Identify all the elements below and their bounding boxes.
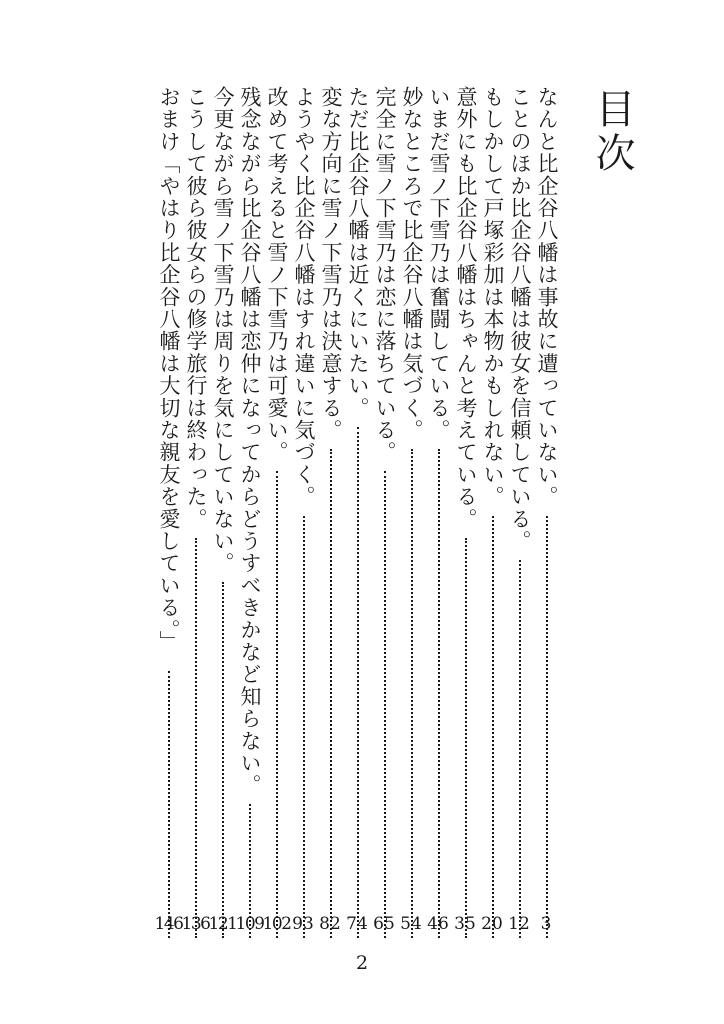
- toc-leader-dots: [384, 471, 386, 938]
- toc-entry-page: 35: [454, 914, 476, 934]
- toc-entry: [318, 86, 344, 938]
- toc-entry: [156, 86, 182, 938]
- toc-entry-page: 74: [346, 914, 368, 934]
- toc-entry: [345, 86, 371, 938]
- toc-entry: [426, 86, 452, 938]
- toc-entry-title: こうして彼ら彼女らの修学旅行は終わった。: [184, 86, 208, 530]
- toc-entry-title: もしかして戸塚彩加は本物かもしれない。: [481, 86, 505, 508]
- toc-leader-dots: [438, 449, 440, 938]
- toc-entry-page: 82: [319, 914, 341, 934]
- toc-entry: [534, 86, 560, 938]
- toc-entry: [237, 86, 263, 938]
- toc-entry-title: 今更ながら雪ノ下雪乃は周りを気にしていない。: [211, 86, 235, 575]
- toc-entry: [372, 86, 398, 938]
- toc-entry: [507, 86, 533, 938]
- toc-entry-page: 20: [481, 914, 503, 934]
- toc-entry: [210, 86, 236, 938]
- toc-entry-title: ようやく比企谷八幡はすれ違いに気づく。: [292, 86, 316, 508]
- toc-entry: [264, 86, 290, 938]
- toc-entry-page: 121: [208, 914, 237, 934]
- page-number: 2: [355, 952, 369, 974]
- toc-leader-dots: [168, 671, 170, 938]
- toc-leader-dots: [519, 560, 521, 938]
- toc-entry-page: 3: [540, 914, 552, 934]
- toc-entry-title: 完全に雪ノ下雪乃は恋に落ちている。: [373, 86, 397, 464]
- toc-entry-title: 残念ながら比企谷八幡は恋仲になってからどうすべきかなど知らない。: [238, 86, 262, 797]
- toc-leader-dots: [357, 427, 359, 938]
- toc-entry-title: 妙なところで比企谷八幡は気づく。: [400, 86, 424, 442]
- toc-entry-page: 12: [508, 914, 530, 934]
- toc-leader-dots: [330, 449, 332, 938]
- toc-entry-title: なんと比企谷八幡は事故に遭っていない。: [535, 86, 559, 508]
- toc-leader-dots: [492, 516, 494, 938]
- toc-leader-dots: [546, 516, 548, 938]
- toc-entry-page: 146: [154, 914, 183, 934]
- toc-leader-dots: [303, 516, 305, 938]
- toc-entry-title: ただ比企谷八幡は近くにいたい。: [346, 86, 370, 419]
- toc-entry-page: 136: [181, 914, 210, 934]
- toc-entry-page: 102: [262, 914, 291, 934]
- toc-entry-title: 意外にも比企谷八幡はちゃんと考えている。: [454, 86, 478, 530]
- toc-entry-title: ことのほか比企谷八幡は彼女を信頼している。: [508, 86, 532, 553]
- toc-entry-title: いまだ雪ノ下雪乃は奮闘している。: [427, 86, 451, 442]
- toc-entry-title: 改めて考えると雪ノ下雪乃は可愛い。: [265, 86, 289, 464]
- toc-leader-dots: [411, 449, 413, 938]
- toc-entry: [480, 86, 506, 938]
- toc-entry: [399, 86, 425, 938]
- toc-entry: [183, 86, 209, 938]
- toc-leader-dots: [195, 538, 197, 938]
- toc-entry: [453, 86, 479, 938]
- toc-entry: [291, 86, 317, 938]
- toc-leader-dots: [222, 582, 224, 938]
- toc-entry-page: 109: [235, 914, 264, 934]
- toc-entry-title: 変な方向に雪ノ下雪乃は決意する。: [319, 86, 343, 442]
- toc-entry-page: 46: [427, 914, 449, 934]
- toc-leader-dots: [276, 471, 278, 938]
- toc-entry-page: 65: [373, 914, 395, 934]
- toc-entry-title: おまけ「やはり比企谷八幡は大切な親友を愛している。」: [157, 86, 181, 653]
- toc-title: 目次: [589, 88, 635, 176]
- toc-leader-dots: [465, 538, 467, 938]
- toc-entry-page: 54: [400, 914, 422, 934]
- toc-entry-page: 93: [292, 914, 314, 934]
